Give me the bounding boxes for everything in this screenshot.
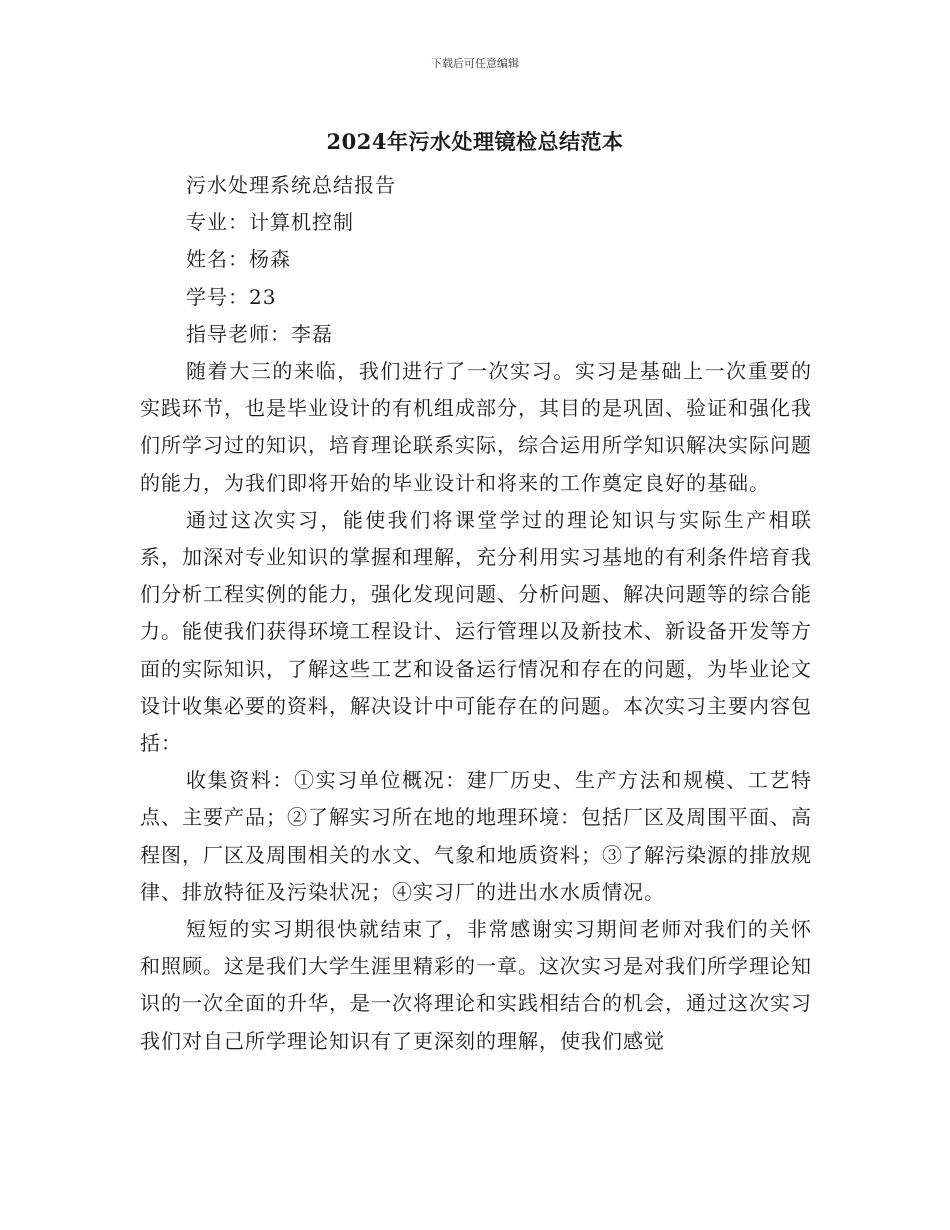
advisor-line: 指导老师：李磊 <box>186 321 333 346</box>
document-title: 2024年污水处理镜检总结范本 <box>326 129 624 154</box>
body-paragraph: 通过这次实习，能使我们将课堂学过的理论知识与实际生产相联系，加深对专业知识的掌握和理解，充分利用实习基地的有利条件培育我们分析工程实例的能力，强化发现问题、分析问题、解决问题等的综合能力。能使我们获得环境工程设计、运行管理以及新技术、新设备开发等方面的实际知识，了解这些工艺和设备运行情况和存在的问题，为毕业论文设计收集必要的资料，解决设计中可能存在的问题。本次实习主要内容包括： <box>140 507 812 756</box>
report-subtitle: 污水处理系统总结报告 <box>186 173 396 197</box>
major-line: 专业：计算机控制 <box>186 210 354 235</box>
name-line: 姓名：杨森 <box>186 247 291 272</box>
body-paragraph: 随着大三的来临，我们进行了一次实习。实习是基础上一次重要的实践环节，也是毕业设计的有机组成部分，其目的是巩固、验证和强化我们所学习过的知识，培育理论联系实际，综合运用所学知识解决实际问题的能力，为我们即将开始的毕业设计和将来的工作奠定良好的基础。 <box>140 359 812 495</box>
document-body <box>140 167 812 1060</box>
student-id-line: 学号：23 <box>186 284 277 309</box>
body-paragraph: 收集资料：①实习单位概况：建厂历史、生产方法和规模、工艺特点、主要产品；②了解实习所在地的地理环境：包括厂区及周围平面、高程图，厂区及周围相关的水文、气象和地质资料；③了解污染源的排放规律、排放特征及污染状况；④实习厂的进出水水质情况。 <box>140 768 812 904</box>
page-header-note: 下载后可任意编辑 <box>431 57 519 70</box>
body-paragraph: 短短的实习期很快就结束了，非常感谢实习期间老师对我们的关怀和照顾。这是我们大学生涯里精彩的一章。这次实习是对我们所学理论知识的一次全面的升华，是一次将理论和实践相结合的机会，通过这次实习我们对自己所学理论知识有了更深刻的理解，使我们感觉 <box>140 917 812 1053</box>
